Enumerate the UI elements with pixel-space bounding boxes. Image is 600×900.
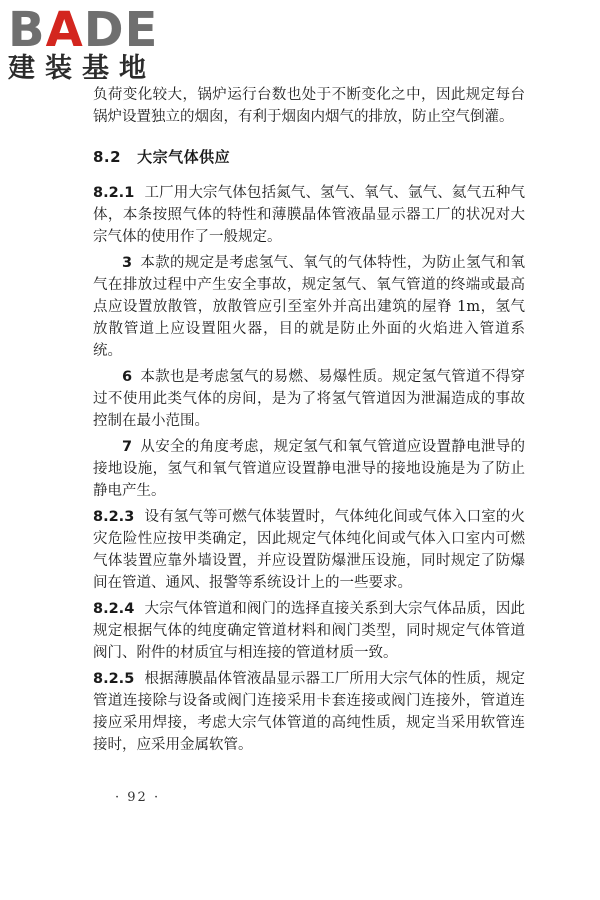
clause-text: 设有氢气等可燃气体装置时，气体纯化间或气体入口室的火灾危险性应按甲类确定，因此规定气体纯化间或气体入口室内可燃气体装置应靠外墙设置，并应设置防爆泄压设施，同时规定了防爆间在管道、通风、报警等系统设计上的一些要求。 — [93, 509, 525, 591]
paragraph-text: 负荷变化较大，锅炉运行台数也处于不断变化之中，因此规定每台锅炉设置独立的烟囱，有利于烟囱内烟气的排放，防止空气倒灌。 — [93, 87, 525, 125]
logo-letters-de: DE — [83, 2, 159, 58]
page-body — [93, 84, 525, 756]
clause-text: 大宗气体管道和阀门的选择直接关系到大宗气体品质，因此规定根据气体的纯度确定管道材料和阀门类型，同时规定气体管道阀门、附件的材质宜与相连接的管道材质一致。 — [93, 601, 525, 661]
logo-cjk-text: 建装基地 — [8, 53, 156, 84]
item-text: 从安全的角度考虑，规定氢气和氧气管道应设置静电泄导的接地设施，氢气和氧气管道应设置静电泄导的接地设施是为了防止静电产生。 — [93, 439, 525, 499]
item-text: 本款也是考虑氢气的易燃、易爆性质。规定氢气管道不得穿过不使用此类气体的房间，是为了将氢气管道因为泄漏造成的事故控制在最小范围。 — [93, 369, 525, 429]
clause-8-2-5 — [93, 668, 525, 756]
item-text: 本款的规定是考虑氢气、氧气的气体特性，为防止氢气和氧气在排放过程中产生安全事故，规定氢气、氧气管道的终端或最高点应设置放散管，放散管应引至室外并高出建筑的屋脊 1m，氢气放散管道上应设置阻火器，目的就是防止外面的火焰进入管道系统。 — [93, 255, 525, 359]
page-number: · 92 · — [115, 790, 161, 805]
section-number: 8.2 — [93, 148, 122, 166]
clause-text: 工厂用大宗气体包括氮气、氢气、氧气、氩气、氦气五种气体，本条按照气体的特性和薄膜晶体管液晶显示器工厂的状况对大宗气体的使用作了一般规定。 — [93, 185, 525, 245]
clause-8-2-3 — [93, 506, 525, 594]
clause-number: 8.2.3 — [93, 509, 135, 525]
clause-number: 8.2.5 — [93, 671, 135, 687]
section-title: 大宗气体供应 — [137, 148, 231, 166]
item-3 — [93, 252, 525, 362]
item-number: 7 — [122, 439, 133, 455]
item-number: 6 — [122, 369, 133, 385]
logo — [8, 4, 183, 84]
item-number: 3 — [122, 255, 133, 271]
paragraph-continuation — [93, 84, 525, 128]
logo-letter-a: A — [45, 2, 84, 58]
clause-number: 8.2.1 — [93, 185, 135, 201]
logo-latin-text — [8, 4, 183, 56]
clause-8-2-4 — [93, 598, 525, 664]
clause-text: 根据薄膜晶体管液晶显示器工厂所用大宗气体的性质，规定管道连接除与设备或阀门连接采用卡套连接或阀门连接外，管道连接应采用焊接，考虑大宗气体管道的高纯性质，规定当采用软管连接时，应采用金属软管。 — [93, 671, 525, 753]
clause-number: 8.2.4 — [93, 601, 135, 617]
item-7 — [93, 436, 525, 502]
section-heading — [93, 146, 525, 168]
item-6 — [93, 366, 525, 432]
clause-8-2-1 — [93, 182, 525, 248]
logo-letter-b: B — [8, 2, 46, 58]
